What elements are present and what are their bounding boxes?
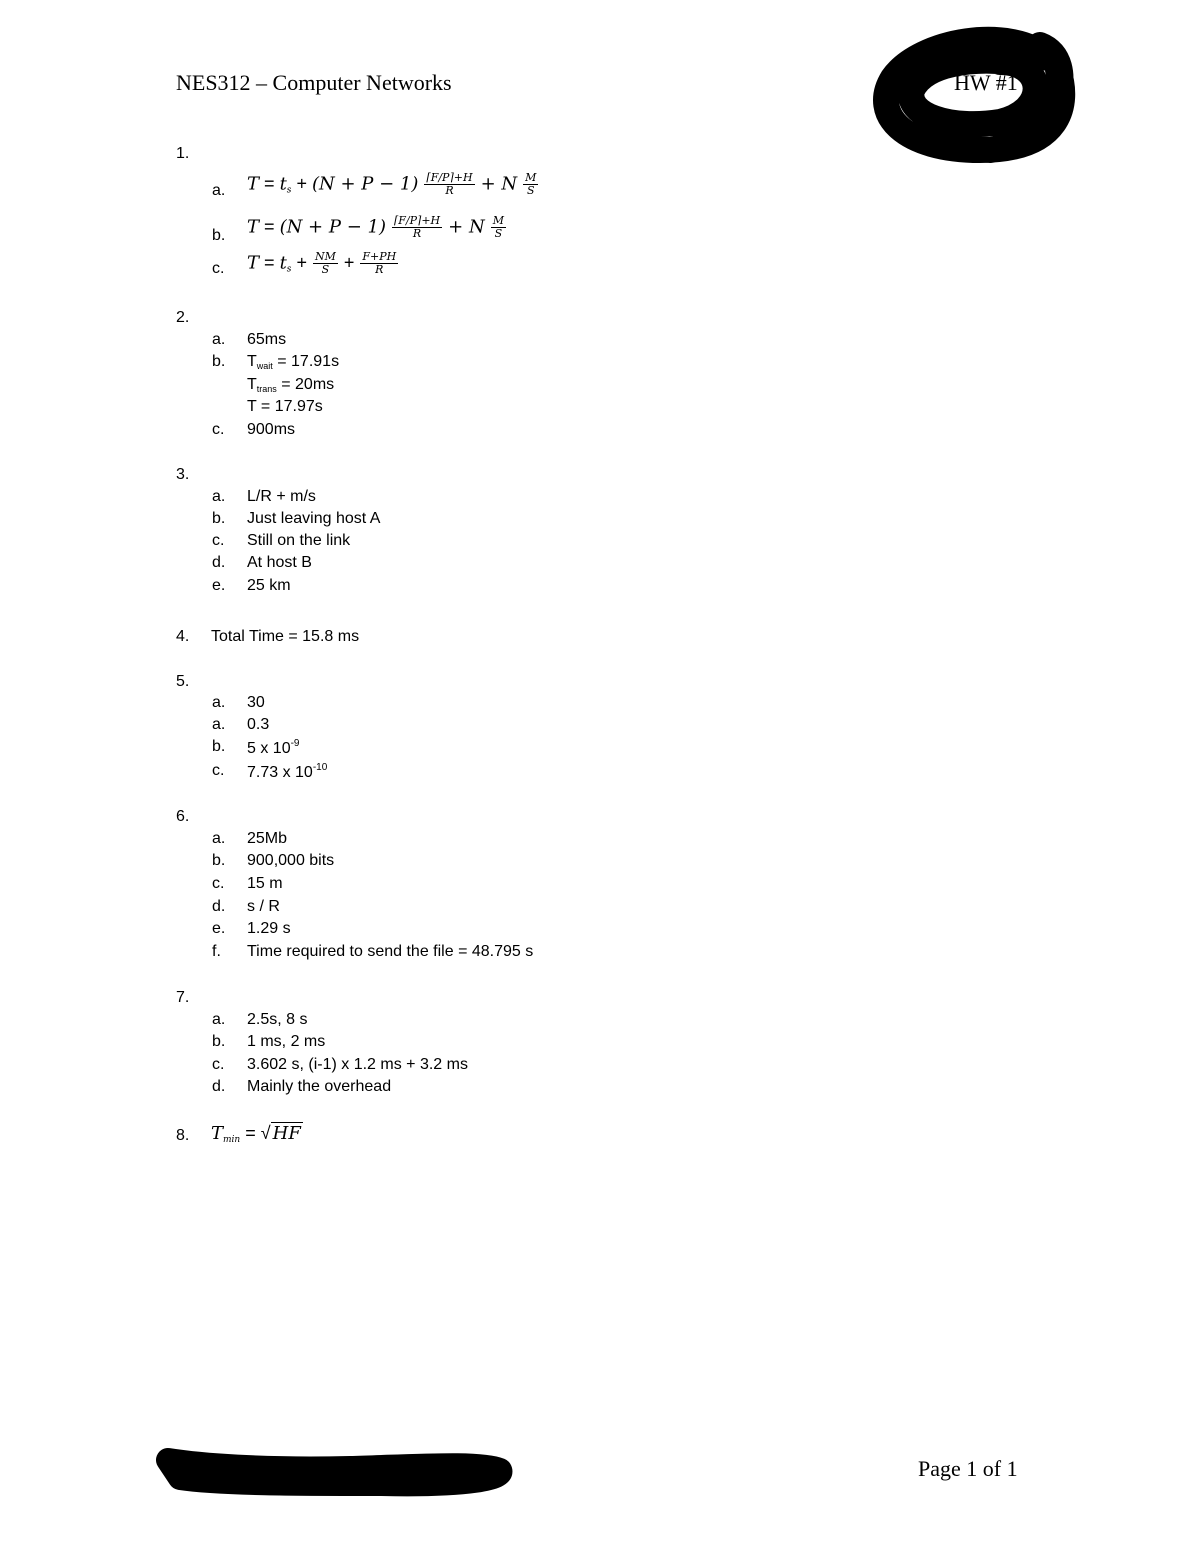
q2b-line-3: T = 17.97s <box>247 398 323 415</box>
q1a-m: M <box>525 171 537 184</box>
question-2-number: 2. <box>176 309 190 326</box>
q8-formula <box>211 1123 303 1145</box>
question-8-number: 8. <box>176 1127 190 1144</box>
q7d-label: d. <box>212 1078 226 1095</box>
q1a-s: S <box>527 184 535 197</box>
q1a-equals: = <box>264 173 275 194</box>
q1c-plus2: + <box>343 252 355 273</box>
q1a-formula <box>247 172 539 197</box>
q1b-m: M <box>492 214 504 227</box>
q6a-label: a. <box>212 830 226 847</box>
q3e-answer: 25 km <box>247 577 291 594</box>
q1b-T: T <box>247 216 260 238</box>
q1a-denominator: R <box>445 184 454 197</box>
question-3-number: 3. <box>176 466 190 483</box>
q2b-t2-value: = 20ms <box>276 376 335 393</box>
q2a-answer: 65ms <box>247 331 287 348</box>
q1a-fraction <box>424 172 474 197</box>
q6d-answer: s / R <box>247 898 280 915</box>
q8-T-sub: min <box>223 1135 241 1145</box>
q3c-label: c. <box>212 532 225 549</box>
q1c-fraction-1 <box>313 251 338 276</box>
name-redaction-bar <box>168 1460 500 1484</box>
q7c-answer: 3.602 s, (i-1) x 1.2 ms + 3.2 ms <box>247 1056 468 1073</box>
q1a-plus: + <box>296 173 307 194</box>
q3a-answer: L/R + m/s <box>247 488 316 505</box>
q1c-T: T <box>247 252 260 274</box>
q6a-answer: 25Mb <box>247 830 288 847</box>
q1c-ts-sub: s <box>286 264 292 275</box>
q1b-equals: = <box>264 216 275 237</box>
q5a2-answer: 0.3 <box>247 716 270 733</box>
q6c-answer: 15 m <box>247 875 283 892</box>
q7b-answer: 1 ms, 2 ms <box>247 1033 326 1050</box>
q8-T: T <box>211 1123 224 1144</box>
q5a1-answer: 30 <box>247 694 265 711</box>
q2b-t1: T <box>247 353 257 370</box>
page-number: Page 1 of 1 <box>918 1456 1018 1481</box>
q5b-base: 5 x 10 <box>247 740 291 757</box>
q5a1-label: a. <box>212 694 226 711</box>
q7c-label: c. <box>212 1056 225 1073</box>
q1c-num2: F+PH <box>362 250 397 263</box>
q2b-line-2 <box>247 376 334 394</box>
q5b-label: b. <box>212 738 226 755</box>
q5c-exponent: -10 <box>312 762 328 773</box>
q2b-line-1 <box>247 353 339 371</box>
q2b-label: b. <box>212 353 226 370</box>
q7a-label: a. <box>212 1011 226 1028</box>
q6d-label: d. <box>212 898 226 915</box>
q5c-label: c. <box>212 762 225 779</box>
q1c-den1: S <box>321 263 330 276</box>
q2b-t2-sub: trans <box>256 384 277 394</box>
q1a-m-over-s <box>523 172 538 197</box>
q1b-paren: (N + P − 1) <box>279 216 386 238</box>
q1a-plus-n: + N <box>480 173 518 195</box>
q6e-label: e. <box>212 920 226 937</box>
q2c-label: c. <box>212 421 225 438</box>
course-title: NES312 – Computer Networks <box>176 70 452 95</box>
question-5-number: 5. <box>176 673 190 690</box>
q8-equals: = <box>245 1123 256 1143</box>
q1a-paren: (N + P − 1) <box>311 173 419 195</box>
q1c-den2: R <box>375 263 384 276</box>
homework-label: HW #1 <box>954 70 1018 95</box>
q1b-fraction <box>392 215 442 240</box>
q1c-num1: NM <box>314 250 336 263</box>
q1a-ts: t <box>279 173 287 195</box>
q1b-m-over-s <box>491 215 506 240</box>
q6b-answer: 900,000 bits <box>247 852 335 869</box>
q2c-answer: 900ms <box>247 421 296 438</box>
q2b-t1-sub: wait <box>256 361 273 371</box>
q3e-label: e. <box>212 577 226 594</box>
q1b-s: S <box>494 227 503 240</box>
question-7-number: 7. <box>176 989 190 1006</box>
q6c-label: c. <box>212 875 225 892</box>
q7b-label: b. <box>212 1033 226 1050</box>
q1c-plus1: + <box>296 252 307 273</box>
q1c-formula <box>247 251 399 276</box>
q1a-ts-sub: s <box>286 185 292 196</box>
q7d-answer: Mainly the overhead <box>247 1078 392 1095</box>
q8-radicand: HF <box>272 1123 301 1144</box>
q7a-answer: 2.5s, 8 s <box>247 1011 308 1028</box>
q1b-formula <box>247 215 507 240</box>
q6b-label: b. <box>212 852 226 869</box>
q3d-answer: At host B <box>247 554 312 571</box>
q3b-label: b. <box>212 510 226 527</box>
question-4-number: 4. <box>176 628 190 645</box>
q2b-t2: T <box>247 376 257 393</box>
q2b-t1-value: = 17.91s <box>272 353 340 370</box>
q4-answer: Total Time = 15.8 ms <box>211 628 360 645</box>
q1c-ts: t <box>279 252 287 274</box>
q5a2-label: a. <box>212 716 226 733</box>
q5c-base: 7.73 x 10 <box>247 764 313 781</box>
q1b-label: b. <box>212 227 226 244</box>
question-6-number: 6. <box>176 808 190 825</box>
q5b-answer <box>247 738 300 758</box>
q1c-equals: = <box>264 252 275 273</box>
q3c-answer: Still on the link <box>247 532 351 549</box>
q3a-label: a. <box>212 488 226 505</box>
q6f-answer: Time required to send the file = 48.795 s <box>247 943 534 960</box>
q1b-numerator: ⌈F/P⌉+H <box>394 214 441 227</box>
q1b-denominator: R <box>412 227 422 240</box>
q1c-fraction-2 <box>360 251 398 276</box>
q2a-label: a. <box>212 331 226 348</box>
q6f-label: f. <box>212 943 221 960</box>
q5b-exponent: -9 <box>290 738 300 749</box>
q1c-label: c. <box>212 260 225 277</box>
q1a-numerator: ⌈F/P⌉+H <box>426 171 473 184</box>
q8-root-sign: √ <box>260 1123 271 1143</box>
q1b-plus-n: + N <box>448 216 485 238</box>
q1a-T: T <box>247 173 260 195</box>
q3b-answer: Just leaving host A <box>247 510 381 527</box>
q5c-answer <box>247 762 327 782</box>
q6e-answer: 1.29 s <box>247 920 291 937</box>
q3d-label: d. <box>212 554 226 571</box>
question-1-number: 1. <box>176 145 190 162</box>
q1a-label: a. <box>212 182 226 199</box>
